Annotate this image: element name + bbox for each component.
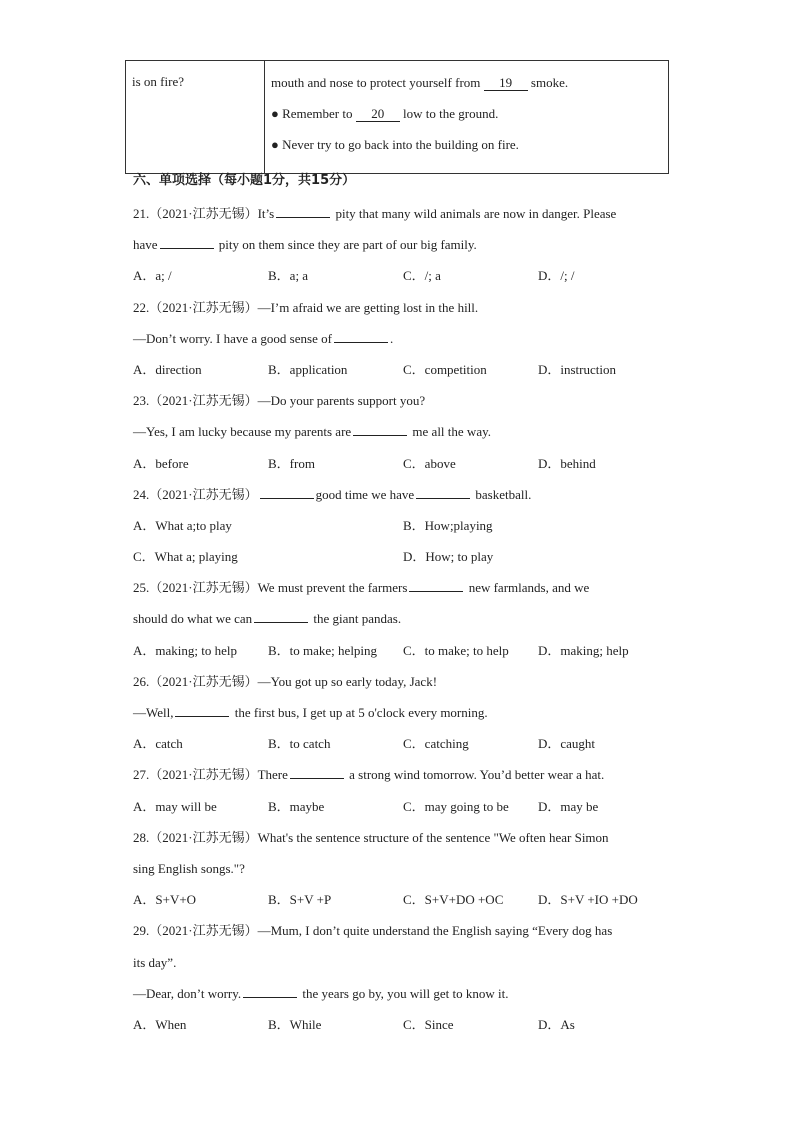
answer-option[interactable]: D．caught [538, 736, 596, 752]
question-line [133, 416, 673, 447]
question-line [133, 479, 673, 510]
answer-option[interactable]: D．instruction [538, 361, 616, 377]
question-text: the giant pandas. [310, 611, 402, 627]
answer-option[interactable]: B．to catch [268, 736, 331, 752]
answer-option[interactable]: B．While [268, 1016, 322, 1032]
line-text: ● Remember to [271, 106, 356, 121]
question-text: new farmlands, and we [465, 580, 590, 596]
answer-option[interactable]: C．Since [403, 1016, 454, 1032]
answer-blank [254, 610, 308, 623]
options-row [133, 510, 673, 541]
blank-19: 19 [484, 76, 528, 91]
options-row [133, 448, 673, 479]
question [133, 572, 673, 666]
question-line [133, 603, 673, 634]
answer-blank [334, 330, 388, 343]
fire-safety-table [125, 60, 669, 174]
answer-blank [243, 985, 297, 998]
question-line [133, 323, 673, 354]
options-row [133, 635, 673, 666]
options-row [133, 1009, 673, 1040]
answer-option[interactable]: A．before [133, 455, 189, 471]
answer-option[interactable]: A．When [133, 1016, 187, 1032]
answer-blank [260, 486, 314, 499]
question-line: its day”. [133, 954, 177, 970]
answer-option[interactable]: D．How; to play [403, 549, 494, 565]
answer-blank [416, 486, 470, 499]
table-right-cell [265, 61, 669, 174]
answer-option[interactable]: C．competition [403, 361, 487, 377]
question-text: 27.（2021·江苏无锡）There [133, 767, 288, 783]
question [133, 385, 673, 479]
options-row [133, 354, 673, 385]
question-text: —Well, [133, 705, 174, 720]
options-row [133, 884, 673, 915]
answer-option[interactable]: A．catch [133, 736, 183, 752]
question-text: 25.（2021·江苏无锡）We must prevent the farmers [133, 580, 408, 596]
question-text: a strong wind tomorrow. You’d better wear a hat. [345, 767, 605, 783]
question-line: sing English songs."? [133, 860, 245, 876]
answer-option[interactable]: D．As [538, 1016, 575, 1032]
question-text: the years go by, you will get to know it. [299, 985, 509, 1001]
table-line-3: ● Never try to go back into the building on fire. [271, 137, 519, 152]
question [133, 198, 673, 292]
answer-option[interactable]: D．may be [538, 798, 599, 814]
table-line-2 [271, 105, 662, 136]
answer-option[interactable]: A．a; / [133, 268, 172, 284]
answer-blank [290, 766, 344, 779]
answer-option[interactable]: B．S+V +P [268, 892, 332, 908]
options-row [133, 728, 673, 759]
answer-option[interactable]: A．direction [133, 361, 202, 377]
answer-blank [276, 205, 330, 218]
question-line: 29.（2021·江苏无锡）—Mum, I don’t quite understand the English saying “Every dog has [133, 923, 613, 939]
answer-option[interactable]: B．from [268, 455, 315, 471]
question-text: good time we have [315, 486, 415, 502]
answer-option[interactable]: C．above [403, 455, 456, 471]
question [133, 666, 673, 760]
question-line [133, 759, 673, 790]
question [133, 822, 673, 916]
options-row [133, 541, 673, 572]
options-row [133, 791, 673, 822]
answer-option[interactable]: D．S+V +IO +DO [538, 892, 638, 908]
answer-option[interactable]: B．a; a [268, 268, 309, 284]
answer-blank [160, 236, 214, 249]
answer-option[interactable]: D．/; / [538, 268, 575, 284]
line-text: low to the ground. [399, 106, 499, 121]
question-text: 21.（2021·江苏无锡）It’s [133, 206, 275, 221]
question [133, 292, 673, 386]
question-line: 26.（2021·江苏无锡）—You got up so early today, Jack! [133, 673, 438, 689]
question-line: 28.（2021·江苏无锡）What's the sentence structure of the sentence "We often hear Simon [133, 829, 609, 845]
question-text: pity on them since they are part of our big family. [215, 237, 477, 253]
question-text: the first bus, I get up at 5 o'clock every morning. [231, 705, 488, 720]
answer-blank [175, 704, 229, 717]
answer-option[interactable]: A．making; to help [133, 642, 237, 658]
line-text: smoke. [527, 75, 569, 90]
section-title: 六、单项选择（每小题1分，共15分） [133, 173, 356, 188]
question-line [133, 978, 673, 1009]
question-text: basketball. [472, 486, 532, 502]
answer-option[interactable]: B．How;playing [403, 517, 493, 533]
answer-option[interactable]: C．catching [403, 736, 469, 752]
table-line-1 [271, 74, 662, 105]
answer-option[interactable]: A．S+V+O [133, 892, 197, 908]
question [133, 915, 673, 1040]
table-left-cell: is on fire? [126, 61, 265, 174]
answer-option[interactable]: A．What a;to play [133, 517, 232, 533]
question-text: —Don’t worry. I have a good sense of [133, 330, 332, 346]
line-text: mouth and nose to protect yourself from [271, 75, 484, 90]
answer-blank [353, 423, 407, 436]
question-text: should do what we can [133, 611, 253, 627]
answer-option[interactable]: C．may going to be [403, 798, 509, 814]
question-text: 24.（2021·江苏无锡） [133, 486, 258, 502]
question-line [133, 229, 673, 260]
answer-option[interactable]: D．behind [538, 455, 596, 471]
question-text: have [133, 237, 158, 253]
answer-option[interactable]: C．to make; to help [403, 642, 509, 658]
answer-option[interactable]: C．What a; playing [133, 549, 238, 565]
answer-option[interactable]: C．/; a [403, 268, 441, 284]
question-text: pity that many wild animals are now in danger. Please [332, 206, 617, 221]
options-row [133, 260, 673, 291]
question-text: me all the way. [409, 424, 491, 440]
answer-option[interactable]: B．application [268, 361, 348, 377]
question-line: 22.（2021·江苏无锡）—I’m afraid we are getting lost in the hill. [133, 299, 479, 315]
question-text: . [389, 330, 394, 346]
answer-blank [409, 579, 463, 592]
question-line: 23.（2021·江苏无锡）—Do your parents support you? [133, 393, 426, 409]
blank-20: 20 [356, 107, 400, 122]
question-line [133, 697, 673, 728]
question [133, 759, 673, 821]
answer-option[interactable]: A．may will be [133, 798, 217, 814]
question-line [133, 198, 673, 229]
answer-option[interactable]: C．S+V+DO +OC [403, 892, 504, 908]
answer-option[interactable]: B．to make; helping [268, 642, 378, 658]
question-line [133, 572, 673, 603]
question-list [133, 198, 673, 1040]
question-text: —Yes, I am lucky because my parents are [133, 424, 352, 440]
answer-option[interactable]: D．making; help [538, 642, 629, 658]
question-text: —Dear, don’t worry. [133, 985, 242, 1001]
question [133, 479, 673, 573]
answer-option[interactable]: B．maybe [268, 798, 325, 814]
